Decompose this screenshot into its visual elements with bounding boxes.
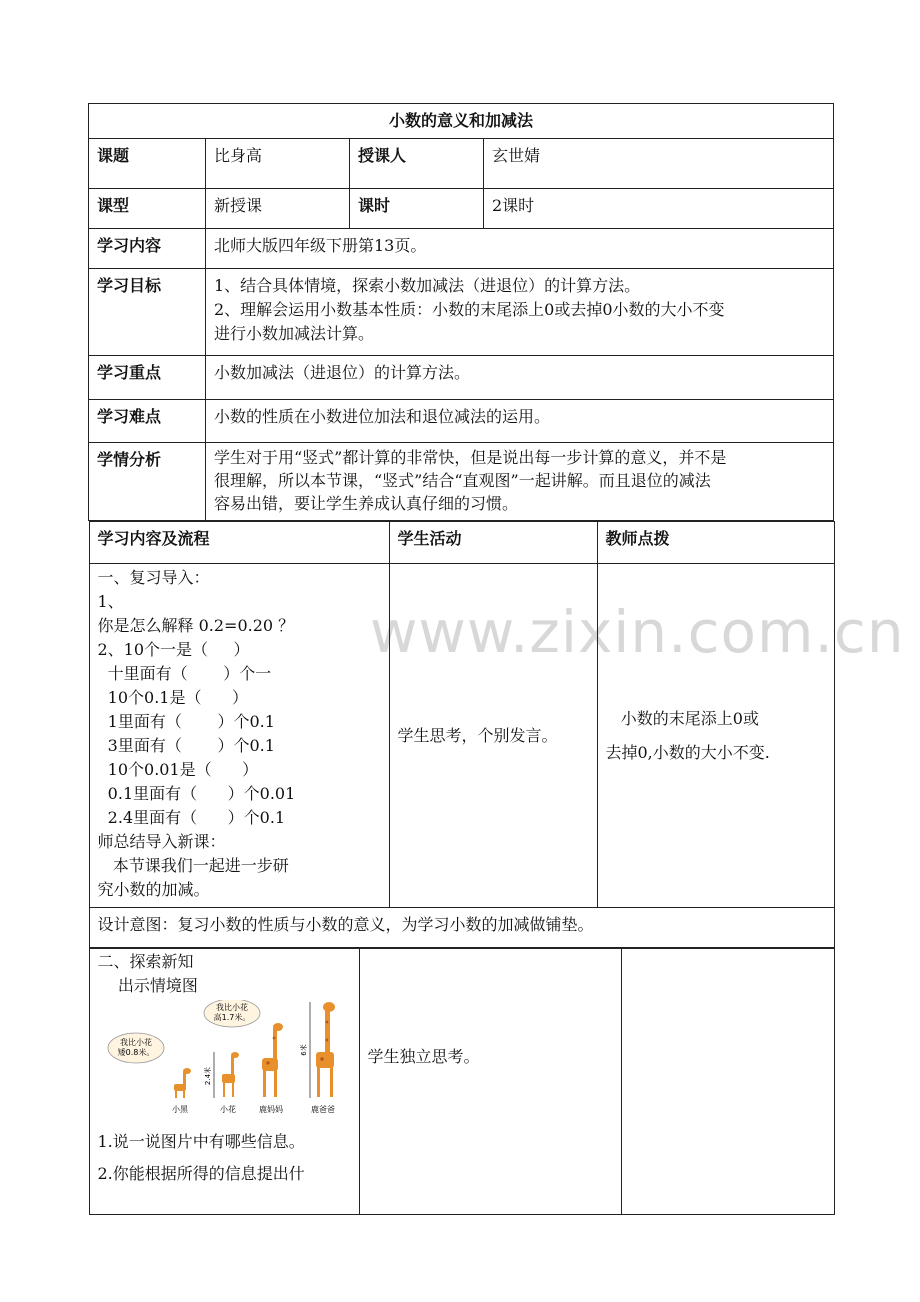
watermark: www.zixin.com.cn <box>370 598 905 666</box>
review-content: 一、复习导入： 1、 你是怎么解释 0.2=0.20 ？ 2、10个一是（ ） 十里面有（ ）个一 10个0.1是（ ） 1里面有（ ）个0.1 3里面有（ ）个0.1 10个0.01是（ ） 0.1里面有（ ）个0.01 2.4里面有（ ）个0.1 师总结导入新课： 本节课我们一起进一步研 究小数的加减。 <box>89 564 389 908</box>
bubble-text: 高1.7米。 <box>213 1013 250 1022</box>
bubble-text: 我比小花 <box>215 1003 248 1012</box>
flow-header: 学习内容及流程 <box>89 522 389 564</box>
row-content: 小数的性质在小数进位加法和退位减法的运用。 <box>206 400 834 443</box>
flow-table <box>89 521 835 948</box>
giraffe-xiaohua <box>222 1052 239 1097</box>
row-label: 学情分析 <box>89 443 206 521</box>
explore-content: 二、探索新知 出示情境图 我比小花 矮0.8米。 我比小花 高1.7米。 2.4米 6米 小黑 小花 鹿妈妈 鹿爸爸 1.说一说图片中有哪些信息。 2.你能根据所得的信息提出什 <box>89 949 359 1215</box>
teacher-label: 授课人 <box>350 139 484 189</box>
review-student-activity: 学生思考，个别发言。 <box>389 564 597 908</box>
row-label: 学习内容 <box>89 229 206 269</box>
giraffe-mother <box>262 1023 283 1097</box>
lesson-title: 小数的意义和加减法 <box>89 104 834 139</box>
explore-student-activity: 学生独立思考。 <box>359 949 621 1215</box>
giraffe-figure <box>98 1000 338 1118</box>
flow-section <box>89 521 834 949</box>
giraffe-name: 小花 <box>219 1105 236 1114</box>
row-label: 学习难点 <box>89 400 206 443</box>
topic-label: 课题 <box>89 139 206 189</box>
row-label: 学习目标 <box>89 269 206 356</box>
row-content: 北师大版四年级下册第13页。 <box>206 229 834 269</box>
hours-label: 课时 <box>350 189 484 229</box>
hours-value: 2课时 <box>484 189 834 229</box>
review-teacher-tip: 小数的末尾添上0或 去掉0,小数的大小不变. <box>597 564 834 908</box>
type-value: 新授课 <box>206 189 350 229</box>
bubble-text: 矮0.8米。 <box>117 1048 154 1057</box>
design-intent: 设计意图：复习小数的性质与小数的意义，为学习小数的加减做铺垫。 <box>89 908 834 948</box>
explore-teacher-tip <box>621 949 834 1215</box>
lesson-plan-table <box>88 103 834 1215</box>
row-label: 学习重点 <box>89 356 206 400</box>
teacher-value: 玄世婧 <box>484 139 834 189</box>
flow-header: 学生活动 <box>389 522 597 564</box>
flow-header: 教师点拨 <box>597 522 834 564</box>
type-label: 课型 <box>89 189 206 229</box>
giraffe-father <box>316 1002 335 1097</box>
topic-value: 比身高 <box>206 139 350 189</box>
giraffe-name: 鹿爸爸 <box>310 1105 335 1114</box>
height-label-small: 2.4米 <box>203 1066 212 1086</box>
explore-section <box>89 948 834 1215</box>
explore-table <box>89 948 835 1215</box>
giraffe-name: 鹿妈妈 <box>258 1105 283 1114</box>
height-label-big: 6米 <box>299 1044 308 1056</box>
row-content: 1、结合具体情境，探索小数加减法（进退位）的计算方法。 2、理解会运用小数基本性质：小数的末尾添上0或去掉0小数的大小不变 进行小数加减法计算。 <box>206 269 834 356</box>
row-content: 小数加减法（进退位）的计算方法。 <box>206 356 834 400</box>
giraffe-xiaohei <box>174 1068 191 1098</box>
row-content: 学生对于用“竖式”都计算的非常快，但是说出每一步计算的意义，并不是 很理解，所以本节课，“竖式”结合“直观图”一起讲解。而且退位的减法 容易出错，要让学生养成认真仔细的习惯。 <box>206 443 834 521</box>
bubble-text: 我比小花 <box>119 1038 152 1047</box>
giraffe-name: 小黑 <box>171 1105 188 1114</box>
